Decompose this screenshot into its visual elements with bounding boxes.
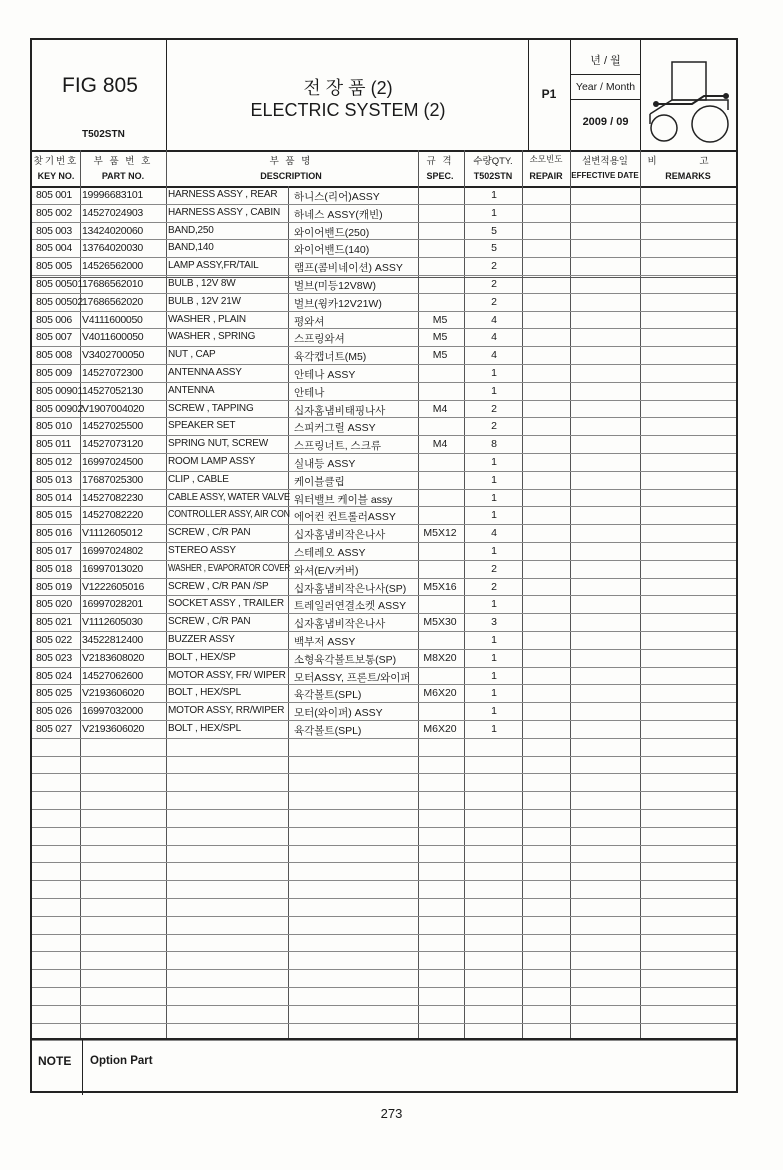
cell-qty: 2 (491, 402, 497, 415)
cell-part: 17686562020 (82, 295, 143, 308)
cell-part: V4111600050 (82, 313, 143, 326)
cell-qty: 1 (491, 598, 497, 611)
cell-key: 805 024 (36, 669, 72, 682)
cell-desc: SPRING NUT, SCREW (168, 438, 268, 450)
table-row (32, 631, 736, 650)
cell-desc: BOLT , HEX/SPL (168, 687, 241, 699)
table-row (32, 506, 736, 525)
cell-key: 805 020 (36, 598, 72, 611)
cell-kr: 육각볼트(SPL) (294, 689, 362, 702)
table-row (32, 880, 736, 899)
cell-part: V3402700050 (82, 349, 145, 362)
cell-kr: 트레일러연결소켓 ASSY (294, 600, 407, 613)
cell-key: 805 001 (36, 189, 72, 201)
cell-part: 19996683101 (82, 189, 143, 201)
cell-key: 805 027 (36, 723, 72, 735)
table-row (32, 560, 736, 579)
table-row (32, 862, 736, 881)
cell-desc: ANTENNA (168, 384, 215, 396)
table-row (32, 649, 736, 668)
cell-kr: 십자홈냄비태핑나사 (294, 404, 386, 417)
table-row (32, 951, 736, 970)
cell-part: 16997024802 (82, 545, 143, 557)
table-row (32, 809, 736, 828)
col-key: KEY NO. (37, 171, 75, 181)
cell-kr: 와셔(E/V커버) (294, 564, 359, 577)
cell-key: 805 00502 (36, 295, 83, 308)
table-row (32, 222, 736, 241)
cell-qty: 4 (491, 349, 497, 362)
col-remarks-kr: 비 고 (647, 156, 729, 167)
cell-spec: M4 (432, 438, 448, 451)
cell-kr: 하니스(리어)ASSY (294, 191, 380, 203)
cell-key: 805 016 (36, 527, 72, 540)
cell-key: 805 005 (36, 260, 72, 273)
cell-part: V2193606020 (82, 687, 145, 700)
cell-key: 805 006 (36, 313, 72, 326)
cell-part: V2193606020 (82, 723, 145, 735)
cell-part: 16997032000 (82, 705, 143, 718)
cell-kr: 육각볼트(SPL) (294, 725, 362, 737)
cell-kr: 소형육각볼트보통(SP) (294, 653, 397, 666)
cell-qty: 1 (491, 669, 497, 682)
cell-key: 805 008 (36, 349, 72, 362)
cell-key: 805 00501 (36, 278, 83, 290)
cell-kr: 십자홈냄비작은나사 (294, 529, 386, 542)
table-row (32, 791, 736, 810)
cell-desc: WASHER , PLAIN (168, 313, 246, 325)
cell-qty: 2 (491, 278, 497, 290)
col-effective-kr: 설변적용일 (582, 156, 628, 167)
table-row (32, 969, 736, 988)
cell-qty: 8 (491, 438, 497, 451)
cell-spec: M6X20 (423, 687, 457, 700)
tractor-icon (642, 52, 734, 144)
table-row (32, 471, 736, 490)
cell-desc: ROOM LAMP ASSY (168, 456, 256, 467)
cell-desc: BAND,140 (168, 242, 214, 254)
parts-sheet (30, 38, 738, 1093)
table-row (32, 524, 736, 543)
table-row (32, 1005, 736, 1024)
title-korean: 전 장 품 (2) (303, 78, 393, 98)
cell-desc: BULB , 12V 8W (168, 278, 236, 289)
cell-qty: 2 (491, 295, 497, 308)
year-month-en: Year / Month (575, 81, 636, 93)
cell-kr: 에어컨 컨트롤러ASSY (294, 511, 396, 524)
cell-desc: BUZZER ASSY (168, 634, 235, 645)
cell-part: V1112605030 (82, 616, 143, 629)
table-row (32, 364, 736, 383)
table-row (32, 257, 736, 276)
cell-qty: 1 (491, 509, 497, 522)
cell-qty: 1 (491, 456, 497, 468)
col-effective: EFFECTIVE DATE (571, 171, 639, 180)
cell-qty: 3 (491, 616, 497, 629)
table-row (32, 720, 736, 739)
cell-part: 17686562010 (82, 278, 143, 290)
table-row (32, 595, 736, 614)
cell-spec: M5 (432, 349, 448, 362)
table-row (32, 400, 736, 419)
table-row (32, 453, 736, 472)
cell-kr: 모터(와이퍼) ASSY (294, 707, 383, 720)
table-row (32, 311, 736, 330)
cell-desc: SPEAKER SET (168, 420, 236, 432)
cell-part: 14527025500 (82, 420, 143, 433)
cell-qty: 2 (491, 420, 497, 433)
note-label: NOTE (38, 1054, 72, 1068)
cell-qty: 1 (491, 367, 497, 379)
cell-qty: 2 (491, 260, 497, 273)
cell-part: 14527024903 (82, 206, 143, 219)
col-repair-kr: 소모빈도 (529, 154, 563, 164)
figure-number: FIG 805 (62, 74, 138, 97)
cell-key: 805 013 (36, 473, 72, 486)
cell-part: V4011600050 (82, 331, 144, 344)
note-section (32, 1038, 736, 1095)
cell-key: 805 009 (36, 367, 72, 379)
cell-key: 805 023 (36, 651, 72, 664)
table-row (32, 542, 736, 561)
cell-part: 34522812400 (82, 634, 143, 646)
col-spec: SPEC. (426, 171, 454, 181)
note-text: Option Part (90, 1055, 153, 1067)
cell-kr: 스피커그릴 ASSY (294, 422, 376, 435)
cell-part: V1907004020 (82, 402, 145, 415)
cell-part: 13424020060 (82, 224, 143, 237)
cell-desc: SCREW , TAPPING (168, 402, 254, 414)
cell-qty: 1 (491, 384, 497, 397)
model-label: T502STN (82, 129, 125, 140)
cell-qty: 1 (491, 687, 497, 700)
cell-desc: WASHER , EVAPORATOR COVER (168, 562, 290, 574)
table-row (32, 578, 736, 597)
cell-kr: 십자홈냄비작은나사(SP) (294, 582, 407, 595)
column-header (32, 150, 736, 188)
cell-qty: 1 (491, 634, 497, 646)
cell-qty: 4 (491, 313, 497, 326)
cell-desc: NUT , CAP (168, 349, 216, 361)
cell-spec: M5X30 (423, 616, 457, 629)
page-number: 273 (380, 1106, 403, 1121)
cell-desc: SCREW , C/R PAN (168, 616, 251, 628)
cell-kr: 벌브(미등12V8W) (294, 280, 376, 292)
cell-desc: STEREO ASSY (168, 545, 236, 556)
table-row (32, 239, 736, 258)
cell-kr: 하네스 ASSY(캐빈) (294, 208, 383, 221)
cell-qty: 4 (491, 331, 497, 344)
cell-kr: 십자홈냄비작은나사 (294, 618, 386, 631)
cell-spec: M4 (432, 402, 448, 415)
table-row (32, 667, 736, 686)
cell-part: 17687025300 (82, 473, 143, 486)
col-desc-kr: 부 품 명 (269, 156, 313, 167)
cell-kr: 램프(콤비네이션) ASSY (294, 262, 403, 275)
cell-spec: M8X20 (423, 651, 457, 664)
cell-key: 805 002 (36, 206, 72, 219)
cell-key: 805 011 (36, 438, 72, 451)
cell-qty: 5 (491, 242, 497, 255)
cell-part: 14527082220 (82, 509, 143, 522)
cell-qty: 1 (491, 545, 497, 557)
cell-spec: M6X20 (423, 723, 457, 735)
cell-kr: 실내등 ASSY (294, 458, 356, 470)
cell-spec: M5X16 (423, 580, 457, 593)
cell-kr: 스프링와셔 (294, 333, 345, 346)
cell-desc: MOTOR ASSY, FR/ WIPER (168, 669, 286, 681)
cell-key: 805 00902 (36, 402, 83, 415)
cell-desc: BOLT , HEX/SPL (168, 723, 241, 734)
table-row (32, 382, 736, 401)
cell-key: 805 025 (36, 687, 72, 700)
cell-kr: 스테레오 ASSY (294, 547, 366, 559)
cell-part: 14527052130 (82, 384, 143, 397)
cell-qty: 2 (491, 580, 497, 593)
cell-kr: 육각캡너트(M5) (294, 351, 367, 364)
cell-kr: 모터ASSY, 프론트/와이퍼 (294, 671, 411, 684)
col-remarks: REMARKS (665, 171, 711, 181)
cell-desc: WASHER , SPRING (168, 331, 256, 343)
cell-kr: 케이블클립 (294, 475, 345, 488)
cell-key: 805 017 (36, 545, 72, 557)
cell-kr: 백부저 ASSY (294, 636, 356, 648)
col-spec-kr: 규 격 (426, 156, 454, 167)
cell-part: V1112605012 (82, 527, 143, 540)
cell-desc: CABLE ASSY, WATER VALVE (168, 491, 290, 503)
revision-date: 2009 / 09 (582, 116, 629, 128)
cell-key: 805 026 (36, 705, 72, 718)
cell-key: 805 022 (36, 634, 72, 646)
table-row (32, 346, 736, 365)
cell-part: V1222605016 (82, 580, 145, 593)
title-english: ELECTRIC SYSTEM (2) (250, 100, 446, 120)
cell-kr: 벌브(윙카12V21W) (294, 297, 382, 310)
cell-key: 805 007 (36, 331, 72, 344)
table-row (32, 845, 736, 864)
table-row (32, 204, 736, 223)
table-row (32, 489, 736, 508)
cell-spec: M5 (432, 331, 448, 344)
cell-desc: BAND,250 (168, 224, 214, 236)
table-row (32, 773, 736, 792)
cell-qty: 1 (491, 651, 497, 664)
cell-kr: 와이어밴드(140) (294, 244, 370, 257)
table-row (32, 328, 736, 347)
cell-desc: CLIP , CABLE (168, 473, 229, 485)
table-row (32, 987, 736, 1006)
cell-desc: BOLT , HEX/SP (168, 651, 236, 663)
cell-qty: 1 (491, 189, 497, 201)
cell-kr: 스프링너트, 스크류 (294, 440, 381, 453)
table-row (32, 417, 736, 436)
table-row (32, 916, 736, 935)
cell-part: V2183608020 (82, 651, 145, 664)
cell-qty: 1 (491, 206, 497, 219)
cell-desc: HARNESS ASSY , CABIN (168, 206, 280, 218)
cell-qty: 1 (491, 723, 497, 735)
table-row (32, 186, 736, 205)
cell-qty: 1 (491, 473, 497, 486)
cell-part: 16997024500 (82, 456, 143, 468)
cell-kr: 평와셔 (294, 315, 325, 328)
cell-part: 14527062600 (82, 669, 143, 682)
cell-key: 805 00901 (36, 384, 83, 397)
cell-part: 16997013020 (82, 562, 143, 575)
col-qty-kr: 수량QTY. (473, 156, 513, 167)
cell-spec: M5X12 (423, 527, 457, 540)
cell-qty: 1 (491, 491, 497, 504)
cell-desc: BULB , 12V 21W (168, 295, 241, 307)
col-part-kr: 부 품 번 호 (93, 156, 153, 167)
col-key-kr: 찾기번호 (33, 156, 79, 167)
cell-part: 14526562000 (82, 260, 143, 273)
cell-part: 13764020030 (82, 242, 143, 255)
cell-kr: 워터밸브 케이블 assy (294, 493, 393, 506)
cell-qty: 2 (491, 562, 497, 575)
cell-qty: 1 (491, 705, 497, 718)
cell-desc: MOTOR ASSY, RR/WIPER (168, 705, 285, 717)
table-row (32, 934, 736, 953)
cell-desc: LAMP ASSY,FR/TAIL (168, 260, 259, 272)
cell-qty: 4 (491, 527, 497, 540)
table-row (32, 827, 736, 846)
cell-key: 805 019 (36, 580, 72, 593)
table-row (32, 293, 736, 312)
table-row (32, 898, 736, 917)
cell-desc: SOCKET ASSY , TRAILER (168, 598, 284, 610)
cell-qty: 5 (491, 224, 497, 237)
table-row (32, 738, 736, 757)
table-row (32, 684, 736, 703)
cell-part: 16997028201 (82, 598, 143, 611)
table-row (32, 613, 736, 632)
cell-desc: SCREW , C/R PAN (168, 527, 251, 539)
col-qty: T502STN (473, 171, 513, 181)
cell-part: 14527073120 (82, 438, 143, 451)
cell-desc: SCREW , C/R PAN /SP (168, 580, 269, 592)
cell-desc: ANTENNA ASSY (168, 367, 242, 378)
cell-spec: M5 (432, 313, 448, 326)
cell-key: 805 004 (36, 242, 72, 255)
year-month-kr: 년 / 월 (590, 55, 621, 67)
table-row (32, 275, 736, 294)
cell-key: 805 003 (36, 224, 72, 237)
col-repair: REPAIR (529, 171, 563, 181)
cell-key: 805 010 (36, 420, 72, 433)
page-code: P1 (541, 87, 557, 101)
cell-desc: HARNESS ASSY , REAR (168, 189, 278, 200)
cell-key: 805 021 (36, 616, 72, 629)
cell-kr: 와이어밴드(250) (294, 226, 370, 239)
cell-key: 805 015 (36, 509, 72, 522)
table-row (32, 756, 736, 775)
table-row (32, 435, 736, 454)
cell-key: 805 018 (36, 562, 72, 575)
cell-desc: CONTROLLER ASSY, AIR CON (168, 509, 290, 521)
cell-kr: 안테나 ASSY (294, 369, 356, 381)
cell-part: 14527082230 (82, 491, 143, 504)
cell-key: 805 012 (36, 456, 72, 468)
col-part: PART NO. (101, 171, 145, 181)
cell-kr: 안테나 (294, 386, 325, 399)
cell-key: 805 014 (36, 491, 72, 504)
cell-part: 14527072300 (82, 367, 143, 379)
sheet-header (32, 40, 736, 152)
col-desc: DESCRIPTION (260, 171, 322, 181)
table-row (32, 702, 736, 721)
